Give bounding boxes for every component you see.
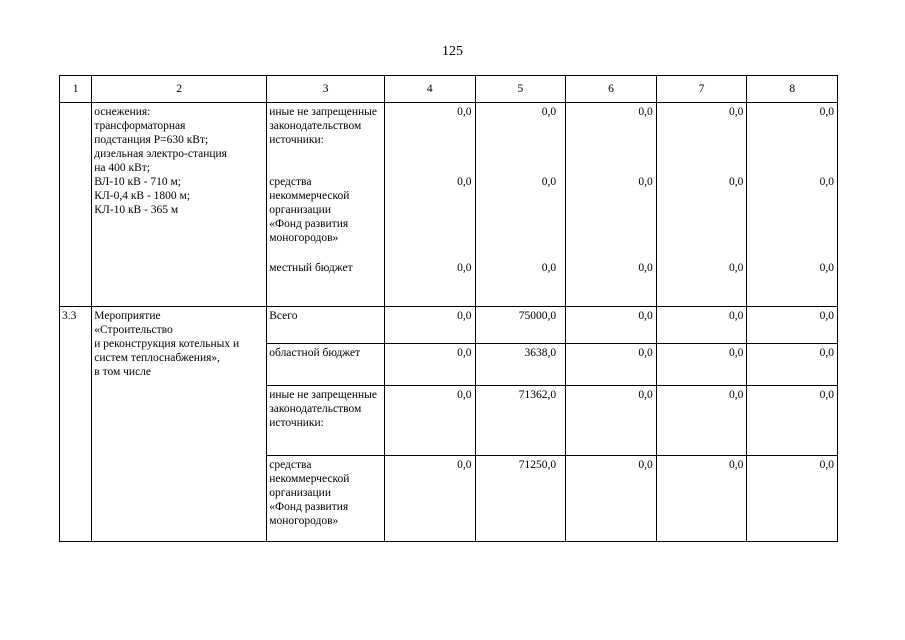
- value-cell: 0,0: [656, 259, 747, 307]
- value-cell: 0,0: [384, 386, 475, 456]
- value-cell: 0,0: [656, 173, 747, 259]
- header-cell: 4: [384, 76, 475, 103]
- item-number-cell: 3.3: [60, 307, 92, 542]
- funding-source: средства некоммерческой организации «Фонд развития моногородов»: [267, 456, 385, 542]
- header-cell: 1: [60, 76, 92, 103]
- value-cell: 71362,0: [475, 386, 566, 456]
- funding-source: средства некоммерческой организации «Фонд развития моногородов»: [267, 173, 385, 259]
- value-cell: 0,0: [566, 307, 657, 344]
- page-number: 125: [442, 44, 463, 59]
- header-cell: 3: [267, 76, 385, 103]
- header-cell: 6: [566, 76, 657, 103]
- value-cell: 0,0: [747, 386, 838, 456]
- item-description: оснежения: трансформаторная подстанция Р=630 кВт; дизельная электро-станция на 400 кВт; ВЛ-10 кВ - 710 м; КЛ-0,4 кВ - 1800 м; КЛ-10 кВ - 365 м: [92, 103, 267, 307]
- value-cell: 0,0: [384, 173, 475, 259]
- value-cell: 0,0: [384, 103, 475, 173]
- value-cell: 0,0: [747, 307, 838, 344]
- header-cell: 7: [656, 76, 747, 103]
- value-cell: 0,0: [747, 456, 838, 542]
- value-cell: 71250,0: [475, 456, 566, 542]
- value-cell: 75000,0: [475, 307, 566, 344]
- item-description: Мероприятие «Строительство и реконструкция котельных и систем теплоснабжения», в том числе: [92, 307, 267, 542]
- value-cell: 0,0: [384, 456, 475, 542]
- value-cell: 0,0: [566, 386, 657, 456]
- value-cell: 0,0: [566, 456, 657, 542]
- funding-source: местный бюджет: [267, 259, 385, 307]
- value-cell: 0,0: [566, 344, 657, 386]
- funding-source: иные не запрещенные законодательством источники:: [267, 103, 385, 173]
- value-cell: 3638,0: [475, 344, 566, 386]
- value-cell: 0,0: [475, 173, 566, 259]
- header-cell: 5: [475, 76, 566, 103]
- header-cell: 8: [747, 76, 838, 103]
- value-cell: 0,0: [747, 173, 838, 259]
- budget-table: [59, 75, 838, 542]
- item-number-cell: [60, 103, 92, 307]
- value-cell: 0,0: [475, 103, 566, 173]
- value-cell: 0,0: [747, 103, 838, 173]
- value-cell: 0,0: [656, 456, 747, 542]
- table-row: [60, 103, 838, 173]
- value-cell: 0,0: [384, 259, 475, 307]
- value-cell: 0,0: [656, 103, 747, 173]
- value-cell: 0,0: [475, 259, 566, 307]
- header-row: [60, 76, 838, 103]
- value-cell: 0,0: [656, 307, 747, 344]
- value-cell: 0,0: [656, 386, 747, 456]
- value-cell: 0,0: [566, 259, 657, 307]
- value-cell: 0,0: [747, 344, 838, 386]
- value-cell: 0,0: [566, 173, 657, 259]
- table-row: [60, 307, 838, 344]
- funding-source: Всего: [267, 307, 385, 344]
- value-cell: 0,0: [656, 344, 747, 386]
- value-cell: 0,0: [566, 103, 657, 173]
- value-cell: 0,0: [747, 259, 838, 307]
- funding-source: областной бюджет: [267, 344, 385, 386]
- value-cell: 0,0: [384, 307, 475, 344]
- value-cell: 0,0: [384, 344, 475, 386]
- funding-source: иные не запрещенные законодательством источники:: [267, 386, 385, 456]
- header-cell: 2: [92, 76, 267, 103]
